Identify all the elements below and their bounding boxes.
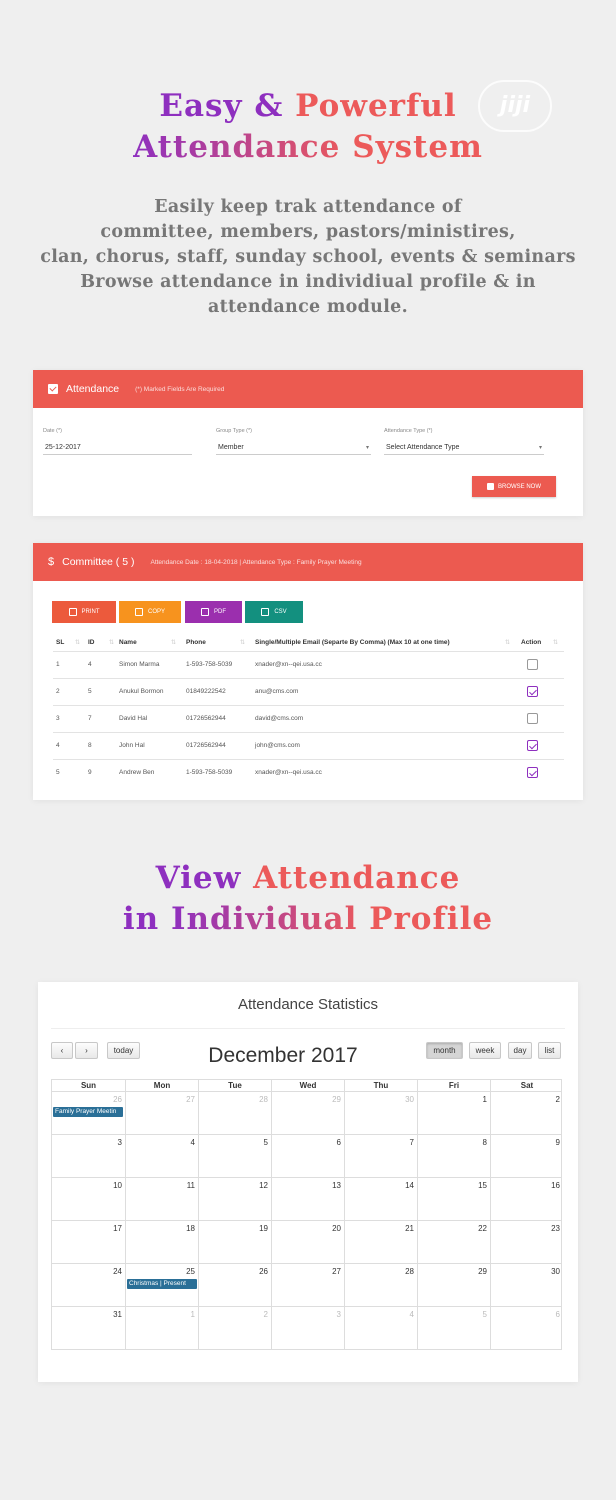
- hero-text: System: [352, 129, 483, 165]
- committee-title: Committee ( 5 ): [62, 556, 135, 568]
- date-input[interactable]: 25-12-2017: [43, 440, 192, 455]
- divider: [51, 1028, 565, 1029]
- cell-id: 5: [88, 688, 92, 695]
- copy-icon: [135, 608, 143, 616]
- day-cell[interactable]: [198, 1092, 271, 1134]
- day-cell[interactable]: [417, 1264, 490, 1306]
- day-cell[interactable]: [271, 1221, 344, 1263]
- hero-text: Attendance: [253, 860, 461, 896]
- day-number: 8: [482, 1138, 487, 1147]
- day-number: 29: [332, 1095, 341, 1104]
- day-cell[interactable]: [52, 1221, 125, 1263]
- day-number: 4: [409, 1310, 414, 1319]
- day-number: 29: [478, 1267, 487, 1276]
- sort-icon[interactable]: ⇅: [75, 640, 81, 646]
- group-type-field[interactable]: [216, 428, 371, 455]
- week-row: [51, 1135, 562, 1178]
- week-row: [51, 1178, 562, 1221]
- day-cell[interactable]: [417, 1307, 490, 1349]
- month-view-button[interactable]: month: [426, 1042, 463, 1059]
- table-row: [53, 705, 564, 732]
- attendance-header-bar: [33, 370, 583, 408]
- week-row: [51, 1221, 562, 1264]
- pdf-file-icon: [201, 608, 209, 616]
- day-header: Tue: [198, 1080, 271, 1092]
- day-number: 11: [186, 1181, 195, 1190]
- cell-id: 8: [88, 742, 92, 749]
- day-cell[interactable]: [125, 1092, 198, 1134]
- cell-email: xnader@xn--qei.usa.cc: [255, 769, 322, 776]
- attendance-checkbox[interactable]: [527, 740, 538, 751]
- day-cell[interactable]: [271, 1264, 344, 1306]
- hero-text: Powerful: [295, 88, 457, 124]
- day-number: 18: [186, 1224, 195, 1233]
- day-cell[interactable]: [417, 1221, 490, 1263]
- day-cell[interactable]: [198, 1264, 271, 1306]
- cell-name: Andrew Ben: [119, 769, 155, 776]
- tagline: [0, 195, 616, 320]
- cell-email: john@cms.com: [255, 742, 300, 749]
- day-number: 3: [336, 1310, 341, 1319]
- day-number: 7: [409, 1138, 414, 1147]
- col-sl[interactable]: SL: [56, 639, 65, 646]
- day-cell[interactable]: [271, 1178, 344, 1220]
- day-number: 2: [263, 1310, 268, 1319]
- day-number: 6: [336, 1138, 341, 1147]
- committee-header-bar: [33, 543, 583, 581]
- copy-button[interactable]: [119, 601, 181, 623]
- day-cell[interactable]: [490, 1178, 563, 1220]
- chevron-right-icon: ›: [85, 1046, 88, 1055]
- day-number: 16: [551, 1181, 560, 1190]
- table-row: [53, 759, 564, 786]
- hero-text: Easy &: [159, 88, 296, 124]
- day-cell[interactable]: [198, 1178, 271, 1220]
- cell-sl: 5: [56, 769, 60, 776]
- day-cell[interactable]: [125, 1264, 198, 1306]
- day-number: 20: [332, 1224, 341, 1233]
- cell-email: xnader@xn--qei.usa.cc: [255, 661, 322, 668]
- day-cell[interactable]: [490, 1221, 563, 1263]
- calendar-check-icon: [487, 483, 494, 490]
- chevron-left-icon: ‹: [60, 1046, 64, 1055]
- table-row: [53, 732, 564, 759]
- day-header: Mon: [125, 1080, 198, 1092]
- day-cell[interactable]: [198, 1307, 271, 1349]
- hero-text: in: [122, 901, 171, 937]
- cell-name: Simon Marma: [119, 661, 160, 668]
- attendance-checkbox[interactable]: [527, 713, 538, 724]
- cell-email: anu@cms.com: [255, 688, 299, 695]
- attendance-type-placeholder: Select Attendance Type: [386, 444, 460, 451]
- col-id[interactable]: ID: [88, 639, 95, 646]
- cell-name: John Hal: [119, 742, 145, 749]
- calendar-grid: [51, 1079, 562, 1350]
- day-number: 17: [113, 1224, 122, 1233]
- sort-icon[interactable]: ⇅: [505, 640, 511, 646]
- day-number: 4: [190, 1138, 195, 1147]
- day-cell[interactable]: [52, 1092, 125, 1134]
- cell-name: Anukul Bormon: [119, 688, 164, 695]
- pdf-label: PDF: [214, 609, 226, 615]
- day-cell[interactable]: [490, 1135, 563, 1177]
- day-header: Thu: [344, 1080, 417, 1092]
- day-number: 13: [332, 1181, 341, 1190]
- cell-phone: 01726562944: [186, 715, 226, 722]
- calendar-event[interactable]: Christmas | Present: [127, 1279, 197, 1289]
- cell-sl: 3: [56, 715, 60, 722]
- cell-id: 4: [88, 661, 92, 668]
- required-note: (*) Marked Fields Are Required: [135, 385, 225, 393]
- attendance-type-field[interactable]: [384, 428, 544, 455]
- table-header: [53, 639, 564, 651]
- day-cell[interactable]: [344, 1092, 417, 1134]
- day-cell[interactable]: [52, 1135, 125, 1177]
- day-number: 22: [478, 1224, 487, 1233]
- cell-sl: 1: [56, 661, 60, 668]
- print-label: PRINT: [81, 609, 100, 615]
- day-number: 25: [186, 1267, 195, 1276]
- day-header: Sat: [490, 1080, 563, 1092]
- committee-subtitle: Attendance Date : 18-04-2018 | Attendance Type : Family Prayer Meeting: [150, 558, 362, 566]
- cell-name: David Hal: [119, 715, 148, 722]
- day-number: 5: [482, 1310, 487, 1319]
- day-number: 24: [113, 1267, 122, 1276]
- csv-file-icon: [261, 608, 269, 616]
- day-number: 5: [263, 1138, 268, 1147]
- day-number: 26: [259, 1267, 268, 1276]
- table-row: [53, 678, 564, 705]
- day-cell[interactable]: [125, 1178, 198, 1220]
- day-cell[interactable]: [125, 1221, 198, 1263]
- day-number: 27: [186, 1095, 195, 1104]
- attendance-checkbox[interactable]: [527, 767, 538, 778]
- pdf-button[interactable]: [185, 601, 242, 623]
- cell-phone: 1-593-758-5039: [186, 661, 233, 668]
- day-number: 15: [478, 1181, 487, 1190]
- day-cell[interactable]: [417, 1135, 490, 1177]
- week-view-button[interactable]: week: [469, 1042, 501, 1059]
- day-number: 31: [113, 1310, 122, 1319]
- day-cell[interactable]: [125, 1307, 198, 1349]
- day-cell[interactable]: [490, 1264, 563, 1306]
- day-number: 19: [259, 1224, 268, 1233]
- group-type-value: Member: [218, 444, 244, 451]
- date-field[interactable]: [43, 428, 192, 455]
- day-number: 14: [405, 1181, 414, 1190]
- day-cell[interactable]: [271, 1307, 344, 1349]
- cell-sl: 4: [56, 742, 60, 749]
- attendance-form-card: [33, 370, 583, 516]
- day-of-week-row: [51, 1079, 562, 1092]
- tagline-line: Browse attendance in individiual profile & in: [80, 272, 536, 292]
- calendar-card: [38, 982, 578, 1382]
- sort-icon[interactable]: ⇅: [240, 640, 246, 646]
- week-row: [51, 1307, 562, 1350]
- day-cell[interactable]: [344, 1178, 417, 1220]
- day-cell[interactable]: [271, 1092, 344, 1134]
- day-number: 9: [555, 1138, 560, 1147]
- csv-button[interactable]: [245, 601, 303, 623]
- date-label: Date (*): [43, 428, 62, 434]
- day-cell[interactable]: [344, 1264, 417, 1306]
- cell-phone: 01726562944: [186, 742, 226, 749]
- chevron-down-icon: ▾: [538, 445, 542, 451]
- day-number: 26: [113, 1095, 122, 1104]
- dollar-icon: $: [48, 556, 55, 568]
- cell-sl: 2: [56, 688, 60, 695]
- tagline-line: Easily keep trak attendance of: [154, 197, 462, 217]
- day-cell[interactable]: [52, 1307, 125, 1349]
- group-type-label: Group Type (*): [216, 428, 252, 434]
- calendar-month-title: December 2017: [208, 1044, 358, 1067]
- week-row: [51, 1264, 562, 1307]
- cell-phone: 1-593-758-5039: [186, 769, 233, 776]
- sort-icon[interactable]: ⇅: [109, 640, 115, 646]
- day-number: 21: [405, 1224, 414, 1233]
- day-cell[interactable]: [344, 1307, 417, 1349]
- attendance-checkbox[interactable]: [527, 686, 538, 697]
- hero-text: Individual: [171, 901, 370, 937]
- day-number: 28: [405, 1267, 414, 1276]
- day-cell[interactable]: [271, 1135, 344, 1177]
- day-number: 2: [555, 1095, 560, 1104]
- tagline-line: clan, chorus, staff, sunday school, events & seminars: [40, 247, 576, 267]
- copy-label: COPY: [147, 609, 165, 615]
- table-row: [53, 651, 564, 678]
- jiji-watermark-logo: jiji: [478, 80, 552, 132]
- day-header: Wed: [271, 1080, 344, 1092]
- day-number: 1: [190, 1310, 195, 1319]
- group-type-select[interactable]: [216, 440, 371, 455]
- day-number: 30: [405, 1095, 414, 1104]
- committee-card: [33, 543, 583, 800]
- day-cell[interactable]: [344, 1135, 417, 1177]
- checkbox-icon: [48, 384, 58, 394]
- hero-text: Attendance: [133, 129, 353, 165]
- attendance-type-select[interactable]: [384, 440, 544, 455]
- day-header: Sun: [80, 1081, 97, 1090]
- tagline-line: committee, members, pastors/ministires,: [100, 222, 516, 242]
- col-name[interactable]: Name: [119, 639, 137, 646]
- attendance-type-label: Attendance Type (*): [384, 428, 433, 434]
- day-cell[interactable]: [52, 1178, 125, 1220]
- cell-id: 9: [88, 769, 92, 776]
- attendance-checkbox[interactable]: [527, 659, 538, 670]
- day-cell[interactable]: [417, 1178, 490, 1220]
- attendance-title: Attendance: [66, 383, 120, 395]
- browse-now-button[interactable]: [472, 476, 556, 497]
- day-cell[interactable]: [490, 1092, 563, 1134]
- hero-text: Profile: [369, 901, 494, 937]
- day-cell[interactable]: [198, 1221, 271, 1263]
- day-cell[interactable]: [198, 1135, 271, 1177]
- hero-text: View: [155, 860, 254, 896]
- list-view-button[interactable]: list: [538, 1042, 561, 1059]
- calendar-title: Attendance Statistics: [237, 996, 379, 1013]
- day-cell[interactable]: [125, 1135, 198, 1177]
- day-number: 30: [551, 1267, 560, 1276]
- day-view-button[interactable]: day: [508, 1042, 532, 1059]
- cell-id: 7: [88, 715, 92, 722]
- col-email[interactable]: Single/Multiple Email (Separte By Comma) (Max 10 at one time): [255, 639, 450, 646]
- calendar-event[interactable]: Family Prayer Meetin: [53, 1107, 123, 1117]
- cell-email: david@cms.com: [255, 715, 304, 722]
- day-number: 1: [482, 1095, 487, 1104]
- week-row: [51, 1092, 562, 1135]
- day-number: 3: [117, 1138, 122, 1147]
- day-number: 27: [332, 1267, 341, 1276]
- sort-icon[interactable]: ⇅: [171, 640, 177, 646]
- day-cell[interactable]: [52, 1264, 125, 1306]
- cell-phone: 01849222542: [186, 688, 226, 695]
- tagline-line: attendance module.: [208, 297, 408, 317]
- day-cell[interactable]: [417, 1092, 490, 1134]
- day-number: 6: [555, 1310, 560, 1319]
- csv-label: CSV: [274, 609, 287, 615]
- day-number: 10: [113, 1181, 122, 1190]
- printer-icon: [69, 608, 77, 616]
- today-button[interactable]: today: [107, 1042, 140, 1059]
- col-phone[interactable]: Phone: [186, 639, 206, 646]
- hero-title-2: [0, 858, 616, 940]
- day-cell[interactable]: [344, 1221, 417, 1263]
- print-button[interactable]: [52, 601, 116, 623]
- col-action: Action: [521, 639, 542, 646]
- day-number: 12: [259, 1181, 268, 1190]
- day-number: 23: [551, 1224, 560, 1233]
- sort-icon[interactable]: ⇅: [553, 640, 559, 646]
- browse-now-label: BROWSE NOW: [498, 483, 541, 490]
- day-header: Fri: [417, 1080, 490, 1092]
- chevron-down-icon: ▾: [365, 445, 369, 451]
- day-cell[interactable]: [490, 1307, 563, 1349]
- day-number: 28: [259, 1095, 268, 1104]
